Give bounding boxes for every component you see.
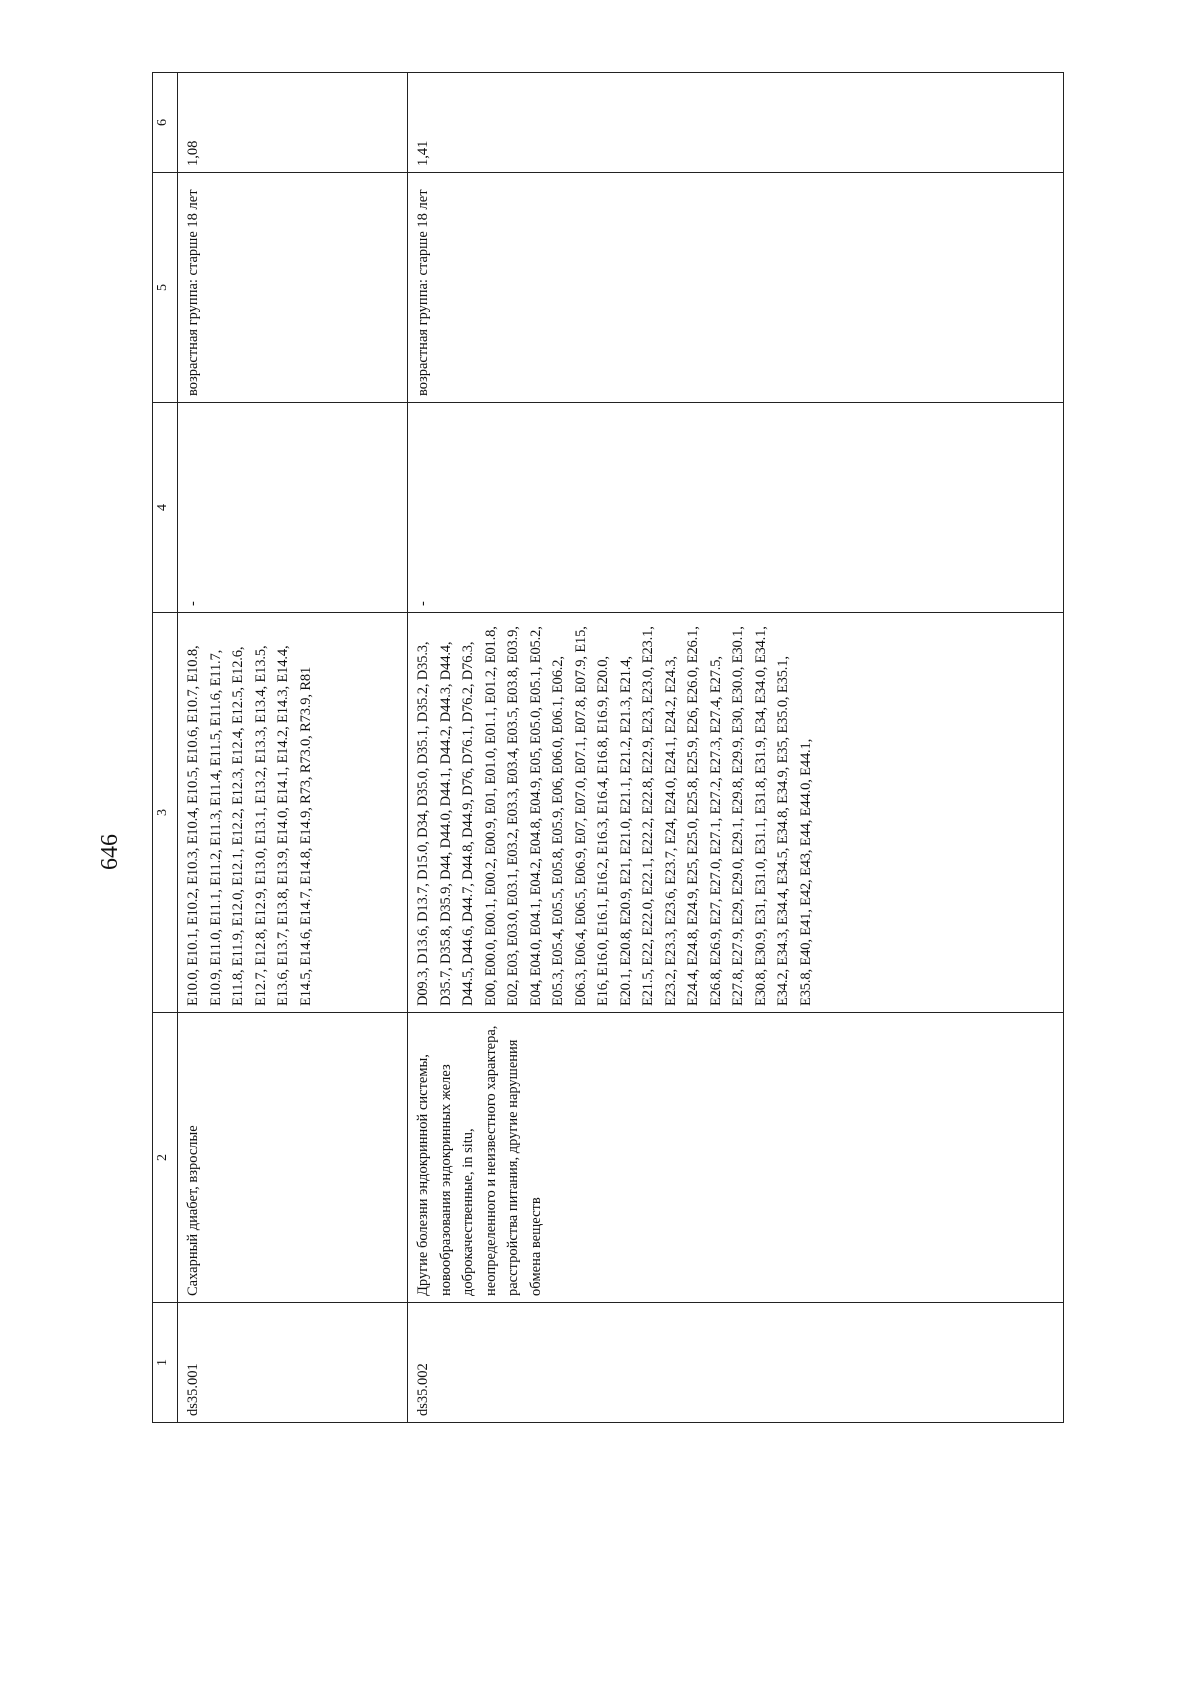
row-icd-codes: E10.0, E10.1, E10.2, E10.3, E10.4, E10.5, E10.6, E10.7, E10.8, E10.9, E11.0, E11.1, E11.2, E11.3, E11.4, E11.5, E11.6, E11.7, E11.8, E11.9, E12.0, E12.1, E12.2, E12.3, E12.4, E12.5, E12.6, E12.7, E12.8, E12.9, E13.0, E13.1, E13.2, E13.3, E13.4, E13.5, E13.6, E13.7, E13.8, E13.9, E14.0, E14.1, E14.2, E14.3, E14.4, E14.5, E14.6, E14.7, E14.8, E14.9, R73, R73.0, R73.9, R81 [178,613,408,1013]
header-row [153,73,178,1423]
rotated-table-container [152,73,1064,1423]
row-coefficient: 1,08 [178,73,408,173]
header-cell-3: 3 [153,613,178,1013]
row-name: Сахарный диабет, взрослые [178,1013,408,1303]
table-row [178,73,408,1423]
row-code: ds35.002 [408,1303,1064,1423]
header-cell-2: 2 [153,1013,178,1303]
header-cell-6: 6 [153,73,178,173]
row-criteria: возрастная группа: старше 18 лет [178,173,408,403]
header-cell-5: 5 [153,173,178,403]
tariff-table [152,72,1064,1423]
row-col4: - [408,403,1064,613]
row-icd-codes: D09.3, D13.6, D13.7, D15.0, D34, D35.0, D35.1, D35.2, D35.3, D35.7, D35.8, D35.9, D44, D44.0, D44.1, D44.2, D44.3, D44.4, D44.5, D44.6, D44.7, D44.8, D44.9, D76, D76.1, D76.2, D76.3, E00, E00.0, E00.1, E00.2, E00.9, E01, E01.0, E01.1, E01.2, E01.8, E02, E03, E03.0, E03.1, E03.2, E03.3, E03.4, E03.5, E03.8, E03.9, E04, E04.0, E04.1, E04.2, E04.8, E04.9, E05, E05.0, E05.1, E05.2, E05.3, E05.4, E05.5, E05.8, E05.9, E06, E06.0, E06.1, E06.2, E06.3, E06.4, E06.5, E06.9, E07, E07.0, E07.1, E07.8, E07.9, E15, E16, E16.0, E16.1, E16.2, E16.3, E16.4, E16.8, E16.9, E20.0, E20.1, E20.8, E20.9, E21, E21.0, E21.1, E21.2, E21.3, E21.4, E21.5, E22, E22.0, E22.1, E22.2, E22.8, E22.9, E23, E23.0, E23.1, E23.2, E23.3, E23.6, E23.7, E24, E24.0, E24.1, E24.2, E24.3, E24.4, E24.8, E24.9, E25, E25.0, E25.8, E25.9, E26, E26.0, E26.1, E26.8, E26.9, E27, E27.0, E27.1, E27.2, E27.3, E27.4, E27.5, E27.8, E27.9, E29, E29.0, E29.1, E29.8, E29.9, E30, E30.0, E30.1, E30.8, E30.9, E31, E31.0, E31.1, E31.8, E31.9, E34, E34.0, E34.1, E34.2, E34.3, E34.4, E34.5, E34.8, E34.9, E35, E35.0, E35.1, E35.8, E40, E41, E42, E43, E44, E44.0, E44.1, [408,613,1064,1013]
header-cell-4: 4 [153,403,178,613]
row-code: ds35.001 [178,1303,408,1423]
table-row [408,73,1064,1423]
page-number: 646 [97,834,123,870]
row-col4: - [178,403,408,613]
row-criteria: возрастная группа: старше 18 лет [408,173,1064,403]
row-name: Другие болезни эндокринной системы, новообразования эндокринных желез доброкачественные, in situ, неопределенного и неизвестного характера, расстройства питания, другие нарушения обмена веществ [408,1013,1064,1303]
row-coefficient: 1,41 [408,73,1064,173]
header-cell-1: 1 [153,1303,178,1423]
